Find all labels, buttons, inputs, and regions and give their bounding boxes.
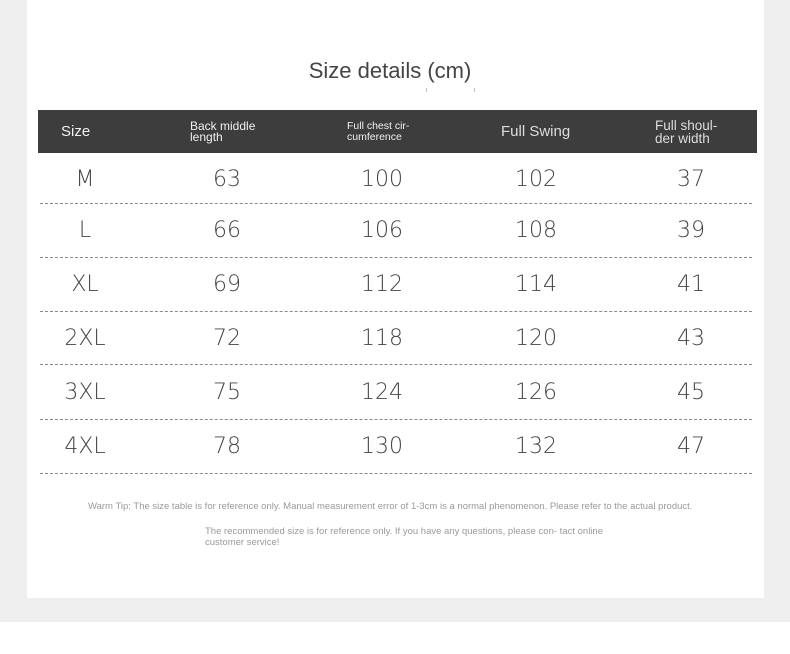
cell-size: 3XL [64,379,106,405]
warm-tip-text: Warm Tip: The size table is for reference only. Manual measurement error of 1-3cm is a normal phenomenon. Please refer to the actual product. [88,501,693,512]
cell-back-middle-length: 69 [213,272,241,297]
cell-back-middle-length: 72 [213,325,241,351]
recommendation-tip-text: The recommended size is for reference only. If you have any questions, please con- tact online customer service! [205,526,603,548]
cell-size: XL [71,272,99,297]
header-size: Size [61,123,91,140]
table-row [40,204,752,258]
cell-full-shoulder: 39 [677,218,705,243]
cell-full-swing: 132 [515,434,557,459]
header-full-swing: Full Swing [501,123,571,140]
cell-full-chest: 118 [361,325,403,351]
cell-back-middle-length: 78 [213,434,241,459]
header-full-shoulder-width: Full shoul- der width [655,117,718,146]
cell-full-shoulder: 41 [677,272,705,297]
cell-back-middle-length: 66 [213,218,241,243]
cell-full-shoulder: 43 [677,325,705,351]
cell-full-swing: 114 [515,272,557,297]
cell-full-chest: 124 [361,379,403,405]
table-row [40,258,752,312]
cell-size: L [78,218,92,243]
header-back-middle-length: Back middle length [190,118,256,144]
table-row [40,312,752,365]
cell-full-swing: 126 [515,379,557,405]
cell-size: 2XL [64,325,106,351]
cell-size: 4XL [64,434,106,459]
header-full-chest-circumference: Full chest cir- cumference [347,119,410,143]
table-row [40,365,752,420]
cell-full-chest: 100 [361,167,403,192]
title-tick-mark [426,88,427,92]
title-tick-mark [474,88,475,92]
cell-full-shoulder: 47 [677,434,705,459]
size-table-header [38,110,757,153]
cell-full-swing: 120 [515,325,557,351]
cell-full-chest: 112 [361,272,403,297]
cell-full-shoulder: 37 [677,167,705,192]
cell-back-middle-length: 75 [213,379,241,405]
cell-size: M [75,167,95,192]
page-title: Size details (cm) [308,58,472,83]
table-row [40,156,752,204]
cell-back-middle-length: 63 [213,167,241,192]
cell-full-chest: 130 [361,434,403,459]
cell-full-swing: 108 [515,218,557,243]
cell-full-swing: 102 [515,167,557,192]
cell-full-chest: 106 [361,218,403,243]
cell-full-shoulder: 45 [677,379,705,405]
table-row [40,420,752,474]
